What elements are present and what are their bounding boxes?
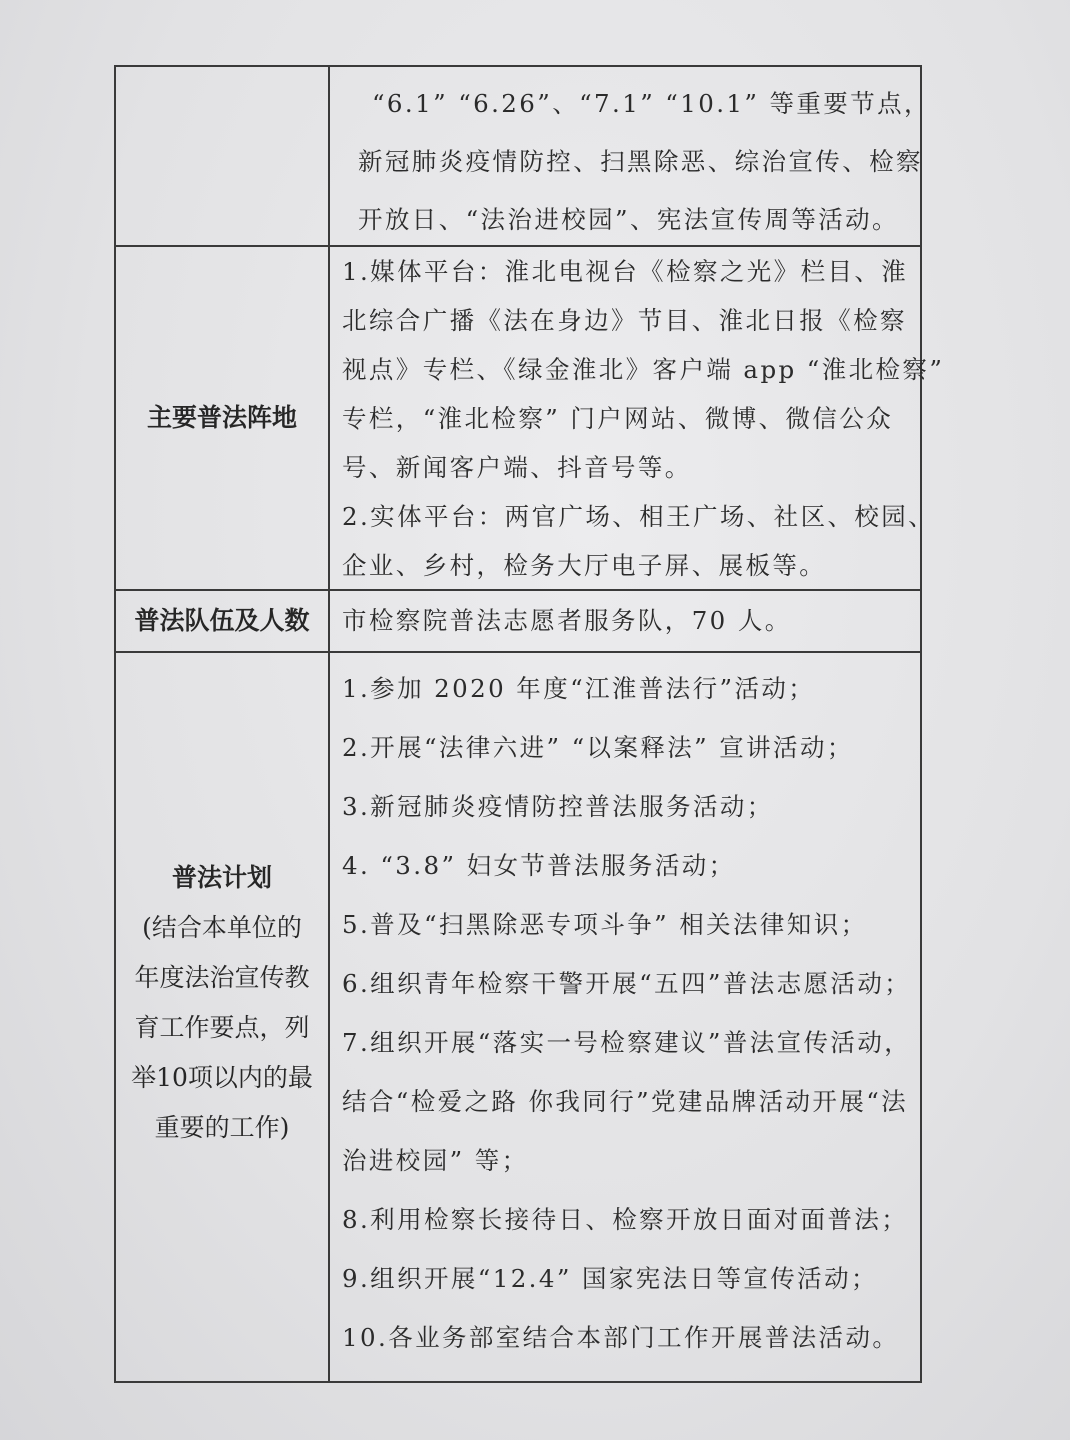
team-text: 市检察院普法志愿者服务队，70 人。 bbox=[342, 606, 792, 635]
content-line: 企业、乡村，检务大厅电子屏、展板等。 bbox=[342, 551, 827, 580]
venues-label-text: 主要普法阵地 bbox=[146, 403, 297, 432]
venues-label bbox=[116, 247, 328, 589]
team-content bbox=[330, 591, 920, 651]
plan-label bbox=[116, 653, 328, 1353]
plan-item: 结合“检爱之路 你我同行”党建品牌活动开展“法 bbox=[342, 1087, 909, 1116]
plan-item: 治进校园” 等； bbox=[342, 1146, 529, 1175]
plan-label-title: 普法计划 bbox=[171, 863, 272, 892]
plan-label-note-line: 年度法治宣传教 bbox=[134, 963, 310, 992]
content-line: 1.媒体平台：淮北电视台《检察之光》栏目、淮 bbox=[342, 257, 909, 286]
content-line: 专栏，“淮北检察” 门户网站、微博、微信公众 bbox=[342, 404, 894, 433]
form-table bbox=[114, 65, 945, 1383]
team-label bbox=[116, 591, 328, 651]
content-line: 新冠肺炎疫情防控、扫黑除恶、综治宣传、检察 bbox=[358, 147, 923, 176]
plan-item: 10.各业务部室结合本部门工作开展普法活动。 bbox=[342, 1323, 900, 1352]
content-line: 号、新闻客户端、抖音号等。 bbox=[342, 453, 692, 482]
content-line: 北综合广播《法在身边》节目、淮北日报《检察 bbox=[342, 306, 907, 335]
plan-label-note-line: 重要的工作) bbox=[154, 1113, 290, 1142]
plan-label-note-line: (结合本单位的 bbox=[142, 913, 302, 942]
venues-content bbox=[330, 247, 945, 590]
continuation-content bbox=[330, 75, 931, 249]
plan-item: 4. “3.8” 妇女节普法服务活动； bbox=[342, 851, 736, 880]
plan-item: 6.组织青年检察干警开展“五四”普法志愿活动； bbox=[342, 969, 912, 998]
plan-content bbox=[330, 659, 920, 1367]
plan-item: 9.组织开展“12.4” 国家宪法日等宣传活动； bbox=[342, 1264, 878, 1293]
content-line: 开放日、“法治进校园”、宪法宣传周等活动。 bbox=[358, 205, 899, 234]
plan-item: 8.利用检察长接待日、检察开放日面对面普法； bbox=[342, 1205, 909, 1234]
content-line: “6.1” “6.26”、“7.1” “10.1” 等重要节点， bbox=[372, 89, 931, 118]
content-line: 视点》专栏、《绿金淮北》客户端 app “淮北检察” bbox=[342, 355, 945, 384]
plan-item: 1.参加 2020 年度“江淮普法行”活动； bbox=[342, 674, 816, 703]
plan-item: 5.普及“扫黑除恶专项斗争” 相关法律知识； bbox=[342, 910, 868, 939]
plan-item: 3.新冠肺炎疫情防控普法服务活动； bbox=[342, 792, 774, 821]
plan-item: 7.组织开展“落实一号检察建议”普法宣传活动， bbox=[342, 1028, 912, 1057]
plan-item: 2.开展“法律六进” “以案释法” 宣讲活动； bbox=[342, 733, 854, 762]
plan-label-note-line: 举10项以内的最 bbox=[131, 1063, 313, 1092]
team-label-text: 普法队伍及人数 bbox=[134, 606, 310, 635]
plan-label-note-line: 育工作要点，列 bbox=[134, 1013, 310, 1042]
continuation-label-cell bbox=[116, 67, 328, 245]
content-line: 2.实体平台：两官广场、相王广场、社区、校园、 bbox=[342, 502, 936, 531]
